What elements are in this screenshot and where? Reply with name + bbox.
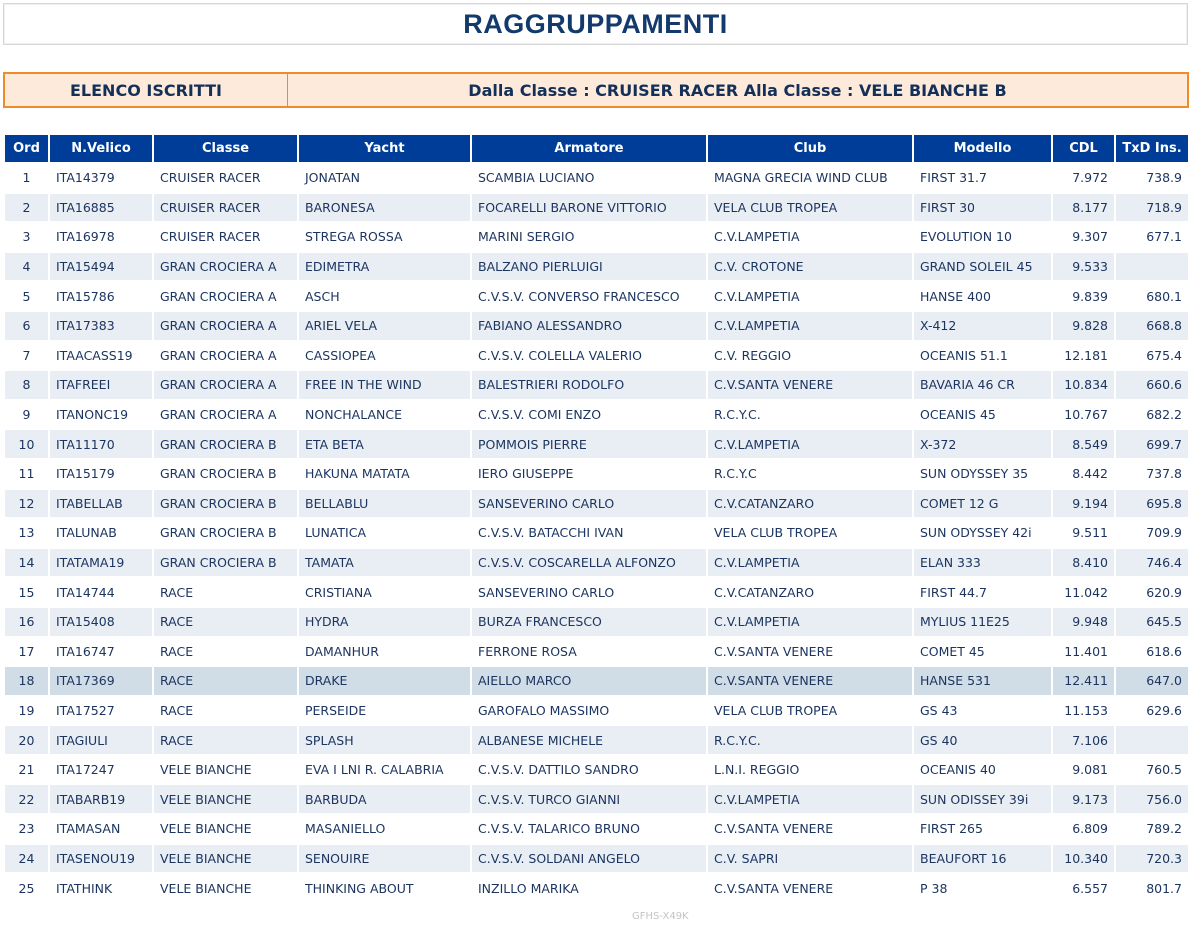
table-row[interactable] [5,164,1188,192]
cell-class: RACE [154,667,297,695]
cell-txd: 629.6 [1116,697,1188,725]
col-header-cdl[interactable]: CDL [1053,135,1114,162]
cell-ord: 17 [5,638,48,666]
table-row[interactable] [5,638,1188,666]
cell-sail-number: ITA15494 [50,253,152,281]
cell-class: VELE BIANCHE [154,874,297,902]
cell-owner: AIELLO MARCO [472,667,706,695]
cell-yacht: CRISTIANA [299,578,470,606]
cell-txd: 682.2 [1116,401,1188,429]
table-row[interactable] [5,312,1188,340]
table-row[interactable] [5,223,1188,251]
cell-txd: 618.6 [1116,638,1188,666]
cell-yacht: LUNATICA [299,519,470,547]
cell-club: C.V. REGGIO [708,342,912,370]
cell-ord: 25 [5,874,48,902]
cell-sail-number: ITA17247 [50,756,152,784]
cell-ord: 8 [5,371,48,399]
cell-sail-number: ITAMASAN [50,815,152,843]
cell-yacht: BARONESA [299,194,470,222]
cell-class: GRAN CROCIERA A [154,312,297,340]
list-label: ELENCO ISCRITTI [5,74,288,106]
cell-txd: 620.9 [1116,578,1188,606]
cell-club: C.V.LAMPETIA [708,430,912,458]
cell-yacht: CASSIOPEA [299,342,470,370]
cell-txd: 737.8 [1116,460,1188,488]
cell-ord: 11 [5,460,48,488]
watermark: GFHS-X49K [632,911,689,922]
table-row[interactable] [5,785,1188,813]
cell-ord: 18 [5,667,48,695]
cell-sail-number: ITA16978 [50,223,152,251]
cell-ord: 16 [5,608,48,636]
cell-model: SUN ODYSSEY 42i [914,519,1051,547]
cell-yacht: SPLASH [299,726,470,754]
table-row[interactable] [5,726,1188,754]
cell-owner: SCAMBIA LUCIANO [472,164,706,192]
cell-model: BEAUFORT 16 [914,845,1051,873]
cell-txd [1116,253,1188,281]
cell-club: C.V.LAMPETIA [708,549,912,577]
cell-cdl: 10.834 [1053,371,1114,399]
cell-txd: 709.9 [1116,519,1188,547]
subheader-bar [3,72,1189,108]
cell-yacht: STREGA ROSSA [299,223,470,251]
cell-class: VELE BIANCHE [154,756,297,784]
cell-ord: 1 [5,164,48,192]
cell-txd: 699.7 [1116,430,1188,458]
cell-cdl: 9.511 [1053,519,1114,547]
cell-model: MYLIUS 11E25 [914,608,1051,636]
cell-sail-number: ITATAMA19 [50,549,152,577]
cell-owner: FOCARELLI BARONE VITTORIO [472,194,706,222]
cell-sail-number: ITABELLAB [50,490,152,518]
cell-owner: GAROFALO MASSIMO [472,697,706,725]
cell-ord: 9 [5,401,48,429]
cell-owner: C.V.S.V. COSCARELLA ALFONZO [472,549,706,577]
table-row[interactable] [5,490,1188,518]
cell-model: OCEANIS 51.1 [914,342,1051,370]
cell-sail-number: ITA16747 [50,638,152,666]
cell-class: RACE [154,726,297,754]
cell-ord: 24 [5,845,48,873]
cell-model: X-412 [914,312,1051,340]
cell-club: L.N.I. REGGIO [708,756,912,784]
cell-ord: 21 [5,756,48,784]
cell-txd: 738.9 [1116,164,1188,192]
table-row[interactable] [5,815,1188,843]
cell-owner: BALZANO PIERLUIGI [472,253,706,281]
cell-sail-number: ITA17527 [50,697,152,725]
cell-class: GRAN CROCIERA B [154,549,297,577]
cell-class: GRAN CROCIERA B [154,460,297,488]
cell-yacht: HYDRA [299,608,470,636]
cell-txd: 718.9 [1116,194,1188,222]
cell-txd: 668.8 [1116,312,1188,340]
cell-txd [1116,726,1188,754]
cell-yacht: MASANIELLO [299,815,470,843]
cell-yacht: HAKUNA MATATA [299,460,470,488]
cell-cdl: 9.839 [1053,282,1114,310]
cell-cdl: 9.081 [1053,756,1114,784]
cell-class: GRAN CROCIERA B [154,430,297,458]
cell-class: GRAN CROCIERA B [154,519,297,547]
cell-ord: 23 [5,815,48,843]
cell-txd: 789.2 [1116,815,1188,843]
cell-txd: 645.5 [1116,608,1188,636]
cell-txd: 677.1 [1116,223,1188,251]
cell-class: GRAN CROCIERA A [154,401,297,429]
table-row[interactable] [5,667,1188,695]
table-row[interactable] [5,194,1188,222]
cell-txd: 675.4 [1116,342,1188,370]
cell-sail-number: ITA11170 [50,430,152,458]
cell-club: C.V.SANTA VENERE [708,638,912,666]
cell-ord: 14 [5,549,48,577]
cell-model: P 38 [914,874,1051,902]
table-row[interactable] [5,519,1188,547]
cell-model: FIRST 30 [914,194,1051,222]
cell-sail-number: ITAGIULI [50,726,152,754]
cell-cdl: 12.181 [1053,342,1114,370]
entries-table [3,133,1190,904]
cell-cdl: 8.177 [1053,194,1114,222]
cell-model: FIRST 265 [914,815,1051,843]
cell-club: C.V.SANTA VENERE [708,371,912,399]
cell-yacht: BARBUDA [299,785,470,813]
cell-model: EVOLUTION 10 [914,223,1051,251]
cell-cdl: 12.411 [1053,667,1114,695]
cell-ord: 13 [5,519,48,547]
cell-ord: 10 [5,430,48,458]
cell-txd: 720.3 [1116,845,1188,873]
cell-class: GRAN CROCIERA A [154,253,297,281]
cell-cdl: 9.194 [1053,490,1114,518]
cell-cdl: 11.153 [1053,697,1114,725]
cell-sail-number: ITA15408 [50,608,152,636]
cell-model: SUN ODYSSEY 35 [914,460,1051,488]
cell-class: VELE BIANCHE [154,845,297,873]
cell-owner: BURZA FRANCESCO [472,608,706,636]
cell-owner: INZILLO MARIKA [472,874,706,902]
cell-sail-number: ITA15786 [50,282,152,310]
cell-club: C.V.CATANZARO [708,578,912,606]
cell-ord: 22 [5,785,48,813]
table-row[interactable] [5,253,1188,281]
cell-model: HANSE 531 [914,667,1051,695]
cell-yacht: ARIEL VELA [299,312,470,340]
cell-club: C.V.LAMPETIA [708,608,912,636]
cell-club: VELA CLUB TROPEA [708,697,912,725]
cell-cdl: 11.401 [1053,638,1114,666]
cell-class: GRAN CROCIERA A [154,342,297,370]
cell-sail-number: ITANONC19 [50,401,152,429]
cell-ord: 5 [5,282,48,310]
cell-sail-number: ITA16885 [50,194,152,222]
cell-sail-number: ITATHINK [50,874,152,902]
cell-owner: C.V.S.V. DATTILO SANDRO [472,756,706,784]
col-header-sail-number[interactable]: N.Velico [50,135,152,162]
cell-owner: C.V.S.V. COLELLA VALERIO [472,342,706,370]
cell-model: GS 40 [914,726,1051,754]
cell-model: SUN ODISSEY 39i [914,785,1051,813]
cell-class: CRUISER RACER [154,194,297,222]
cell-ord: 2 [5,194,48,222]
cell-class: RACE [154,638,297,666]
cell-yacht: FREE IN THE WIND [299,371,470,399]
cell-sail-number: ITAACASS19 [50,342,152,370]
cell-club: C.V.LAMPETIA [708,312,912,340]
cell-ord: 4 [5,253,48,281]
cell-cdl: 11.042 [1053,578,1114,606]
cell-owner: C.V.S.V. COMI ENZO [472,401,706,429]
cell-cdl: 8.442 [1053,460,1114,488]
cell-ord: 20 [5,726,48,754]
class-range-label: Dalla Classe : CRUISER RACER Alla Classe : VELE BIANCHE B [468,80,1007,100]
cell-yacht: THINKING ABOUT [299,874,470,902]
col-header-txd[interactable]: TxD Ins. [1116,135,1188,162]
cell-club: R.C.Y.C. [708,401,912,429]
cell-yacht: JONATAN [299,164,470,192]
cell-cdl: 10.767 [1053,401,1114,429]
cell-class: VELE BIANCHE [154,785,297,813]
cell-txd: 760.5 [1116,756,1188,784]
cell-yacht: EVA I LNI R. CALABRIA [299,756,470,784]
cell-owner: BALESTRIERI RODOLFO [472,371,706,399]
cell-ord: 3 [5,223,48,251]
cell-sail-number: ITA17383 [50,312,152,340]
cell-sail-number: ITAFREEI [50,371,152,399]
cell-club: C.V.LAMPETIA [708,785,912,813]
cell-club: C.V. SAPRI [708,845,912,873]
cell-club: R.C.Y.C. [708,726,912,754]
cell-owner: C.V.S.V. CONVERSO FRANCESCO [472,282,706,310]
table-row[interactable] [5,430,1188,458]
cell-model: OCEANIS 40 [914,756,1051,784]
cell-txd: 746.4 [1116,549,1188,577]
col-header-ord[interactable]: Ord [5,135,48,162]
cell-club: C.V.LAMPETIA [708,223,912,251]
table-row[interactable] [5,282,1188,310]
cell-cdl: 6.809 [1053,815,1114,843]
cell-txd: 695.8 [1116,490,1188,518]
cell-owner: SANSEVERINO CARLO [472,490,706,518]
cell-sail-number: ITALUNAB [50,519,152,547]
cell-txd: 647.0 [1116,667,1188,695]
cell-yacht: BELLABLU [299,490,470,518]
page-title: RAGGRUPPAMENTI [463,8,728,39]
cell-owner: IERO GIUSEPPE [472,460,706,488]
cell-cdl: 10.340 [1053,845,1114,873]
cell-model: ELAN 333 [914,549,1051,577]
cell-sail-number: ITA14379 [50,164,152,192]
cell-model: GS 43 [914,697,1051,725]
col-header-owner[interactable]: Armatore [472,135,706,162]
cell-yacht: DRAKE [299,667,470,695]
cell-class: RACE [154,697,297,725]
col-header-model[interactable]: Modello [914,135,1051,162]
cell-owner: SANSEVERINO CARLO [472,578,706,606]
cell-owner: POMMOIS PIERRE [472,430,706,458]
cell-cdl: 7.972 [1053,164,1114,192]
cell-txd: 756.0 [1116,785,1188,813]
cell-sail-number: ITABARB19 [50,785,152,813]
cell-cdl: 9.173 [1053,785,1114,813]
table-row[interactable] [5,874,1188,902]
cell-owner: FABIANO ALESSANDRO [472,312,706,340]
cell-txd: 660.6 [1116,371,1188,399]
col-header-club[interactable]: Club [708,135,912,162]
cell-club: C.V.SANTA VENERE [708,874,912,902]
cell-sail-number: ITA15179 [50,460,152,488]
table-row[interactable] [5,845,1188,873]
cell-sail-number: ITA17369 [50,667,152,695]
cell-yacht: ETA BETA [299,430,470,458]
cell-cdl: 9.533 [1053,253,1114,281]
cell-model: FIRST 44.7 [914,578,1051,606]
cell-cdl: 9.307 [1053,223,1114,251]
cell-owner: C.V.S.V. TURCO GIANNI [472,785,706,813]
table-row[interactable] [5,549,1188,577]
cell-cdl: 7.106 [1053,726,1114,754]
cell-model: HANSE 400 [914,282,1051,310]
cell-cdl: 8.549 [1053,430,1114,458]
table-row[interactable] [5,608,1188,636]
cell-club: VELA CLUB TROPEA [708,194,912,222]
cell-cdl: 8.410 [1053,549,1114,577]
col-header-yacht[interactable]: Yacht [299,135,470,162]
cell-club: C.V.LAMPETIA [708,282,912,310]
cell-owner: C.V.S.V. BATACCHI IVAN [472,519,706,547]
cell-class: RACE [154,608,297,636]
cell-txd: 801.7 [1116,874,1188,902]
cell-ord: 6 [5,312,48,340]
cell-yacht: ASCH [299,282,470,310]
cell-model: OCEANIS 45 [914,401,1051,429]
cell-club: MAGNA GRECIA WIND CLUB [708,164,912,192]
cell-class: GRAN CROCIERA A [154,371,297,399]
title-box [3,3,1188,45]
cell-model: BAVARIA 46 CR [914,371,1051,399]
table-row[interactable] [5,371,1188,399]
table-row[interactable] [5,460,1188,488]
table-row[interactable] [5,697,1188,725]
cell-club: C.V. CROTONE [708,253,912,281]
cell-model: COMET 12 G [914,490,1051,518]
cell-model: COMET 45 [914,638,1051,666]
cell-class: GRAN CROCIERA A [154,282,297,310]
cell-class: RACE [154,578,297,606]
cell-class: CRUISER RACER [154,223,297,251]
table-row[interactable] [5,756,1188,784]
cell-owner: FERRONE ROSA [472,638,706,666]
cell-cdl: 9.828 [1053,312,1114,340]
cell-class: GRAN CROCIERA B [154,490,297,518]
cell-yacht: SENOUIRE [299,845,470,873]
cell-club: C.V.SANTA VENERE [708,815,912,843]
cell-ord: 12 [5,490,48,518]
header-row [5,135,1188,162]
cell-owner: ALBANESE MICHELE [472,726,706,754]
table-row[interactable] [5,401,1188,429]
cell-yacht: EDIMETRA [299,253,470,281]
cell-sail-number: ITA14744 [50,578,152,606]
cell-yacht: PERSEIDE [299,697,470,725]
cell-ord: 19 [5,697,48,725]
cell-ord: 7 [5,342,48,370]
cell-club: R.C.Y.C [708,460,912,488]
cell-yacht: TAMATA [299,549,470,577]
cell-class: VELE BIANCHE [154,815,297,843]
table-row[interactable] [5,342,1188,370]
cell-model: FIRST 31.7 [914,164,1051,192]
cell-model: X-372 [914,430,1051,458]
cell-club: VELA CLUB TROPEA [708,519,912,547]
table-row[interactable] [5,578,1188,606]
cell-club: C.V.SANTA VENERE [708,667,912,695]
cell-owner: MARINI SERGIO [472,223,706,251]
cell-model: GRAND SOLEIL 45 [914,253,1051,281]
cell-owner: C.V.S.V. SOLDANI ANGELO [472,845,706,873]
cell-sail-number: ITASENOU19 [50,845,152,873]
cell-owner: C.V.S.V. TALARICO BRUNO [472,815,706,843]
cell-class: CRUISER RACER [154,164,297,192]
cell-yacht: DAMANHUR [299,638,470,666]
cell-cdl: 6.557 [1053,874,1114,902]
cell-club: C.V.CATANZARO [708,490,912,518]
col-header-class[interactable]: Classe [154,135,297,162]
cell-txd: 680.1 [1116,282,1188,310]
cell-yacht: NONCHALANCE [299,401,470,429]
cell-ord: 15 [5,578,48,606]
cell-cdl: 9.948 [1053,608,1114,636]
